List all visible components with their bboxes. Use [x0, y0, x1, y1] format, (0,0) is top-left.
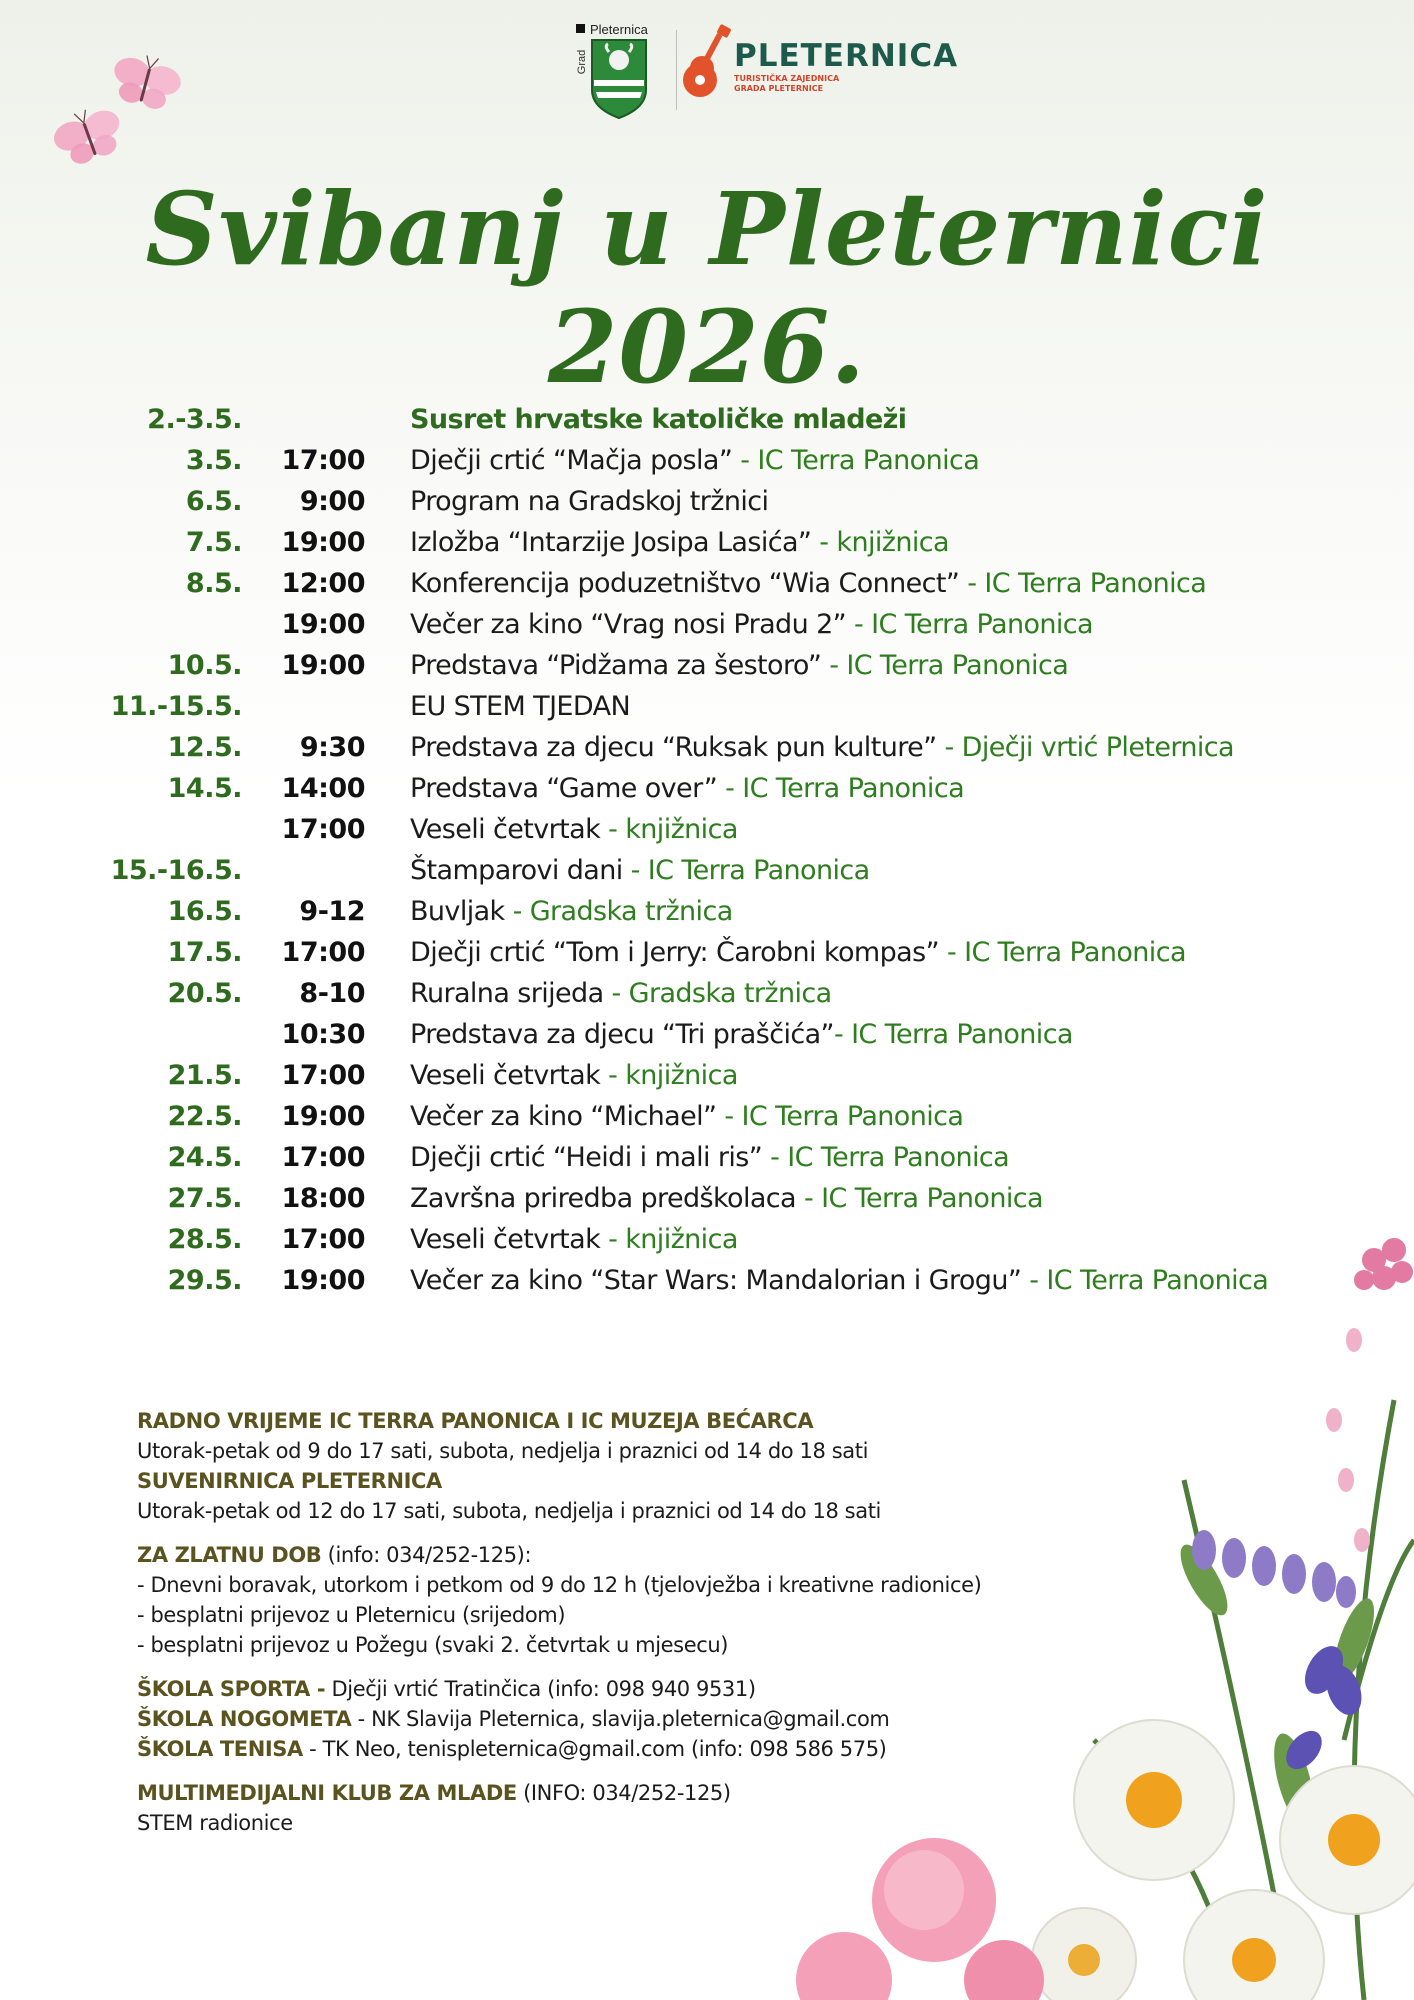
event-title: EU STEM TJEDAN: [410, 691, 631, 722]
event-row: [0, 937, 1414, 978]
event-title: Dječji crtić “Tom i Jerry: Čarobni kompas”: [410, 937, 939, 968]
butterfly-icon: [50, 48, 200, 178]
event-title: Dječji crtić “Heidi i mali ris”: [410, 1142, 763, 1173]
event-row: [0, 814, 1414, 855]
event-description: [410, 896, 733, 927]
event-location: - IC Terra Panonica: [1021, 1265, 1269, 1296]
event-time: 17:00: [281, 1142, 365, 1173]
event-time: 19:00: [281, 1101, 365, 1132]
sport-heading: ŠKOLA SPORTA -: [137, 1677, 326, 1701]
event-description: [410, 1101, 963, 1132]
zlatna-info: (info: 034/252-125):: [321, 1543, 532, 1567]
event-description: [410, 691, 630, 722]
event-time: 19:00: [281, 527, 365, 558]
event-title: Buvljak: [410, 896, 505, 927]
event-row: [0, 1019, 1414, 1060]
event-location: - knjižnica: [600, 1224, 738, 1255]
event-time: 9-12: [299, 896, 365, 927]
tenis-heading: ŠKOLA TENISA: [137, 1737, 303, 1761]
event-description: [410, 732, 1234, 763]
event-date: 24.5.: [167, 1142, 242, 1173]
event-description: [410, 978, 832, 1009]
event-title: Veseli četvrtak: [410, 1224, 601, 1255]
event-date: 2.-3.5.: [147, 404, 242, 435]
sport-text: Dječji vrtić Tratinčica (info: 098 940 9531): [325, 1677, 756, 1701]
event-row: [0, 1183, 1414, 1224]
event-location: - IC Terra Panonica: [762, 1142, 1010, 1173]
event-date: 3.5.: [185, 445, 242, 476]
event-location: - knjižnica: [600, 814, 738, 845]
zlatna-heading: ZA ZLATNU DOB: [137, 1543, 322, 1567]
event-time: 8-10: [299, 978, 365, 1009]
event-description: [410, 1060, 738, 1091]
event-date: 11.-15.5.: [110, 691, 242, 722]
event-location: - Dječji vrtić Pleternica: [936, 732, 1234, 763]
event-time: 19:00: [281, 1265, 365, 1296]
event-title: Večer za kino “Star Wars: Mandalorian i Grogu”: [410, 1265, 1022, 1296]
event-row: [0, 1060, 1414, 1101]
event-description: [410, 937, 1186, 968]
brand-sub-1: TURISTIČKA ZAJEDNICA: [734, 74, 840, 83]
event-location: - IC Terra Panonica: [796, 1183, 1043, 1214]
event-description: [410, 1019, 1073, 1050]
event-description: [410, 445, 979, 476]
event-description: [410, 773, 964, 804]
event-row: [0, 855, 1414, 896]
event-time: 18:00: [281, 1183, 365, 1214]
event-title: Večer za kino “Vrag nosi Pradu 2”: [410, 609, 847, 640]
event-time: 17:00: [281, 814, 365, 845]
event-location: - IC Terra Panonica: [959, 568, 1207, 599]
event-location: - IC Terra Panonica: [732, 445, 980, 476]
suvenir-text: Utorak-petak od 12 do 17 sati, subota, nedjelja i praznici od 14 do 18 sati: [137, 1499, 881, 1523]
event-location: - IC Terra Panonica: [846, 609, 1093, 640]
event-date: 14.5.: [167, 773, 242, 804]
event-row: [0, 773, 1414, 814]
crest-icon: [572, 20, 652, 120]
event-time: 17:00: [281, 445, 365, 476]
event-date: 22.5.: [167, 1101, 242, 1132]
event-description: [410, 609, 1093, 640]
event-date: 28.5.: [167, 1224, 242, 1255]
event-description: [410, 855, 870, 886]
event-location: - IC Terra Panonica: [833, 1019, 1073, 1050]
logo-divider: [676, 30, 677, 110]
event-row: [0, 691, 1414, 732]
event-date: 6.5.: [185, 486, 242, 517]
event-time: 17:00: [281, 1060, 365, 1091]
tz-brand: [734, 38, 958, 94]
event-title: Susret hrvatske katoličke mladeži: [410, 404, 907, 435]
event-location: - IC Terra Panonica: [716, 1101, 964, 1132]
event-title: Večer za kino “Michael”: [410, 1101, 717, 1132]
event-title: Ruralna srijeda: [410, 978, 604, 1009]
event-title: Predstava “Game over”: [410, 773, 718, 804]
radno-heading: RADNO VRIJEME IC TERRA PANONICA I IC MUZEJA BEĆARCA: [137, 1409, 814, 1433]
event-time: 17:00: [281, 937, 365, 968]
event-row: [0, 650, 1414, 691]
event-location: - Gradska tržnica: [603, 978, 832, 1009]
event-row: [0, 404, 1414, 445]
event-title: Predstava “Pidžama za šestoro”: [410, 650, 822, 681]
event-description: [410, 527, 949, 558]
event-title: Završna priredba predškolaca: [410, 1183, 796, 1214]
event-date: 12.5.: [167, 732, 242, 763]
brand-name: PLETERNICA: [734, 38, 959, 74]
event-title: Predstava za djecu “Ruksak pun kulture”: [410, 732, 937, 763]
zlatna-item: - besplatni prijevoz u Pleternicu (srijedom): [137, 1603, 566, 1627]
multi-heading: MULTIMEDIJALNI KLUB ZA MLADE: [137, 1781, 517, 1805]
zlatna-item: - Dnevni boravak, utorkom i petkom od 9 do 12 h (tjelovježba i kreativne radionice): [137, 1573, 982, 1597]
event-row: [0, 896, 1414, 937]
event-time: 19:00: [281, 650, 365, 681]
event-time: 9:00: [299, 486, 365, 517]
flowers-illustration: [734, 1220, 1414, 2000]
event-date: 29.5.: [167, 1265, 242, 1296]
event-date: 27.5.: [167, 1183, 242, 1214]
event-time: 17:00: [281, 1224, 365, 1255]
event-description: [410, 1224, 738, 1255]
event-title: Program na Gradskoj tržnici: [410, 486, 769, 517]
nogomet-heading: ŠKOLA NOGOMETA: [137, 1707, 352, 1731]
event-row: [0, 609, 1414, 650]
event-date: 17.5.: [167, 937, 242, 968]
event-row: [0, 486, 1414, 527]
nogomet-text: - NK Slavija Pleternica, slavija.pleternica@gmail.com: [351, 1707, 890, 1731]
event-date: 15.-16.5.: [110, 855, 242, 886]
multi-text: STEM radionice: [137, 1811, 293, 1835]
brand-sub-2: GRADA PLETERNICE: [734, 84, 824, 93]
event-date: 16.5.: [167, 896, 242, 927]
suvenir-heading: SUVENIRNICA PLETERNICA: [137, 1469, 442, 1493]
event-title: Veseli četvrtak: [410, 1060, 601, 1091]
multi-info: (INFO: 034/252-125): [516, 1781, 731, 1805]
event-description: [410, 814, 738, 845]
event-time: 19:00: [281, 609, 365, 640]
zlatna-item: - besplatni prijevoz u Požegu (svaki 2. četvrtak u mjesecu): [137, 1633, 729, 1657]
event-date: 10.5.: [167, 650, 242, 681]
tenis-text: - TK Neo, tenispleternica@gmail.com (info: 098 586 575): [302, 1737, 887, 1761]
event-location: - IC Terra Panonica: [938, 937, 1186, 968]
event-row: [0, 732, 1414, 773]
event-location: - IC Terra Panonica: [622, 855, 870, 886]
event-row: [0, 527, 1414, 568]
event-title: Štamparovi dani: [410, 855, 623, 886]
event-location: - knjižnica: [811, 527, 949, 558]
event-title: Dječji crtić “Mačja posla”: [410, 445, 733, 476]
event-date: 7.5.: [185, 527, 242, 558]
event-description: [410, 1142, 1009, 1173]
event-time: 12:00: [281, 568, 365, 599]
event-row: [0, 568, 1414, 609]
page-title: Svibanj u Pleternici 2026.: [145, 170, 1269, 406]
event-location: - knjižnica: [600, 1060, 738, 1091]
crest-grad-label: Grad: [576, 49, 589, 75]
event-description: [410, 650, 1068, 681]
event-row: [0, 978, 1414, 1019]
event-row: [0, 1101, 1414, 1142]
event-title: Veseli četvrtak: [410, 814, 601, 845]
event-description: [410, 1183, 1043, 1214]
event-location: - IC Terra Panonica: [717, 773, 965, 804]
event-location: - Gradska tržnica: [504, 896, 733, 927]
crest-label: Pleternica: [590, 22, 648, 37]
event-title: Konferencija poduzetništvo “Wia Connect”: [410, 568, 960, 599]
event-row: [0, 1142, 1414, 1183]
event-time: 14:00: [281, 773, 365, 804]
event-description: [410, 568, 1206, 599]
event-date: 8.5.: [185, 568, 242, 599]
event-title: Predstava za djecu “Tri praščića”: [410, 1019, 834, 1050]
event-time: 9:30: [299, 732, 365, 763]
event-date: 20.5.: [167, 978, 242, 1009]
guitar-icon: [678, 24, 738, 104]
event-location: - IC Terra Panonica: [821, 650, 1069, 681]
event-title: Izložba “Intarzije Josipa Lasića”: [410, 527, 812, 558]
event-description: [410, 486, 768, 517]
event-row: [0, 445, 1414, 486]
events-list: [0, 404, 1414, 1306]
radno-text: Utorak-petak od 9 do 17 sati, subota, nedjelja i praznici od 14 do 18 sati: [137, 1439, 869, 1463]
event-description: [410, 404, 906, 435]
event-date: 21.5.: [167, 1060, 242, 1091]
event-time: 10:30: [281, 1019, 365, 1050]
